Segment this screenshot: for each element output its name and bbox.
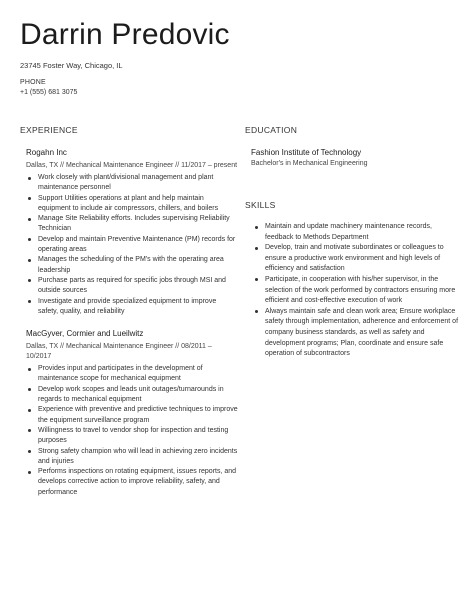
experience-heading: EXPERIENCE: [20, 125, 78, 135]
job-bullets: [26, 173, 238, 317]
bullet-icon: [28, 238, 31, 241]
education-heading: EDUCATION: [245, 125, 298, 135]
bullet-icon: [28, 197, 31, 200]
list-item: Purchase parts as required for specific jobs through MSI and outside sources: [26, 276, 238, 297]
skills-heading: SKILLS: [245, 200, 276, 210]
list-item: Manages the scheduling of the PM's with the operating area leadership: [26, 255, 238, 276]
education-degree: Bachelor's in Mechanical Engineering: [251, 160, 368, 167]
list-item: Participate, in cooperation with his/her supervisor, in the selection of the work performed by contractors ensuring more efficient and cost-effective execution of work: [253, 275, 459, 307]
list-item: Experience with preventive and predictive techniques to improve the equipment surveillance program: [26, 405, 238, 426]
phone-label: PHONE: [20, 79, 46, 86]
list-item: Provides input and participates in the development of maintenance scope for mechanical equipment: [26, 364, 238, 385]
experience-section: [26, 148, 238, 510]
bullet-icon: [28, 177, 31, 180]
job-company: Rogahn Inc: [26, 148, 67, 157]
bullet-icon: [255, 310, 258, 313]
skills-list: [253, 222, 459, 360]
candidate-name: Darrin Predovic: [20, 18, 230, 51]
list-item: Develop work scopes and leads unit outages/turnarounds in regards to mechanical equipment: [26, 385, 238, 406]
bullet-icon: [28, 429, 31, 432]
job-entry: [26, 148, 238, 317]
bullet-icon: [28, 471, 31, 474]
bullet-icon: [28, 300, 31, 303]
list-item: Maintain and update machinery maintenance records, feedback to Methods Department: [253, 222, 459, 243]
bullet-icon: [28, 388, 31, 391]
bullet-icon: [28, 368, 31, 371]
bullet-icon: [255, 226, 258, 229]
list-item: Work closely with plant/divisional management and plant maintenance personnel: [26, 173, 238, 194]
list-item: Develop, train and motivate subordinates or colleagues to ensure a productive work environment and high levels of efficiency and satisfaction: [253, 243, 459, 275]
bullet-icon: [255, 247, 258, 250]
bullet-icon: [28, 409, 31, 412]
list-item: Always maintain safe and clean work area; Ensure workplace safety through implementation, adherence and enforcement of company business standards, as well as safety and development programs; Plan, coordinate and ensure safe operation of subcontractors: [253, 307, 459, 360]
bullet-icon: [28, 259, 31, 262]
list-item: Support Utilities operations at plant and help maintain equipment to include air compressors, chillers, and boilers: [26, 194, 238, 215]
job-meta: Dallas, TX // Mechanical Maintenance Engineer // 11/2017 – present: [26, 162, 238, 169]
job-entry: [26, 329, 238, 498]
education-school: Fashion Institute of Technology: [251, 148, 362, 157]
list-item: Performs inspections on rotating equipment, issues reports, and develops corrective action to improve reliability, safety, and performance: [26, 467, 238, 498]
candidate-address: 23745 Foster Way, Chicago, IL: [20, 61, 123, 70]
bullet-icon: [28, 279, 31, 282]
job-company: MacGyver, Cormier and Lueilwitz: [26, 329, 144, 339]
skills-section: [253, 222, 459, 360]
list-item: Develop and maintain Preventive Maintenance (PM) records for operating areas: [26, 235, 238, 256]
job-bullets: [26, 364, 238, 498]
bullet-icon: [28, 450, 31, 453]
job-meta: Dallas, TX // Mechanical Maintenance Engineer // 08/2011 – 10/2017: [26, 343, 212, 361]
list-item: Investigate and provide specialized equipment to improve safety, quality, and reliability: [26, 297, 238, 318]
bullet-icon: [255, 278, 258, 281]
phone-number: +1 (555) 681 3075: [20, 89, 78, 96]
bullet-icon: [28, 218, 31, 221]
list-item: Willingness to travel to vendor shop for inspection and testing purposes: [26, 426, 238, 447]
education-section: [251, 148, 457, 169]
list-item: Strong safety champion who will lead in achieving zero incidents and injuries: [26, 447, 238, 468]
list-item: Manage Site Reliability efforts. Includes supervising Reliability Technician: [26, 214, 238, 235]
